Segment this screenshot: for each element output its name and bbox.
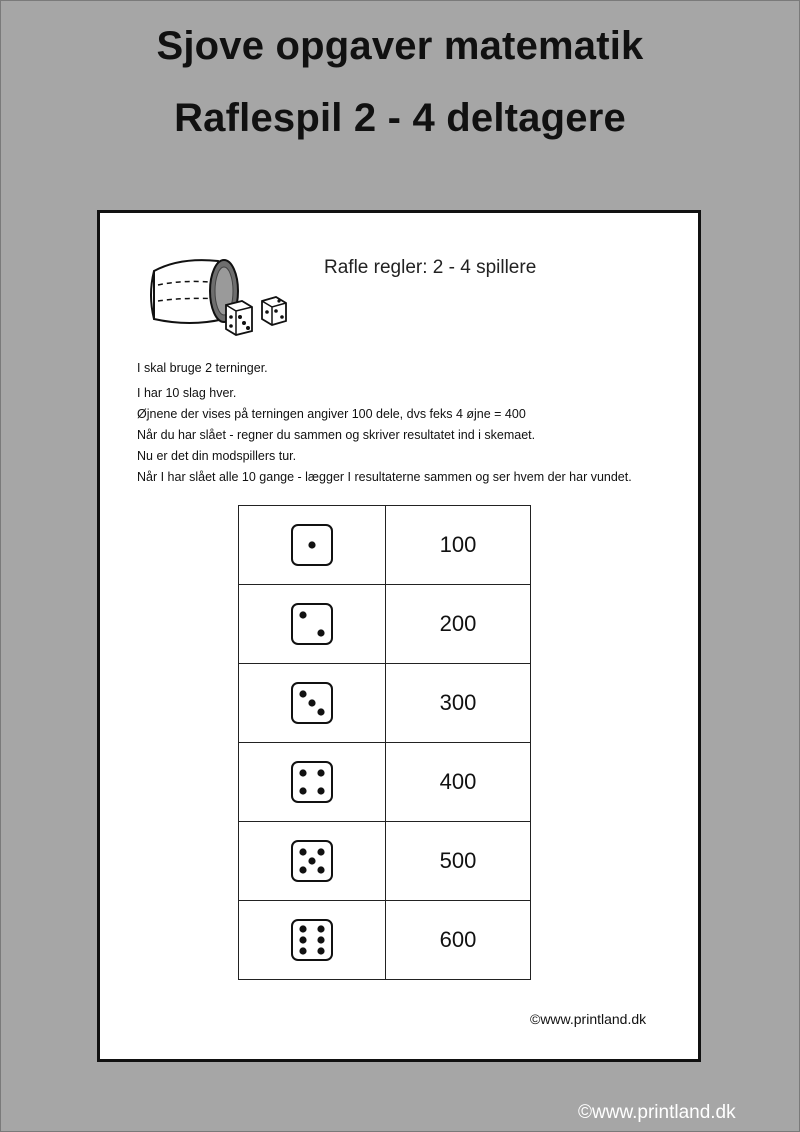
die-pip — [299, 769, 306, 776]
die-face-3-icon — [290, 681, 334, 725]
value-cell: 500 — [386, 822, 531, 901]
die-pip — [317, 708, 324, 715]
table-row — [239, 822, 531, 901]
die-pip — [299, 848, 306, 855]
die-3-icon — [226, 301, 252, 335]
value-cell: 200 — [386, 585, 531, 664]
rules-line: I har 10 slag hver. — [137, 386, 237, 400]
die-2-icon — [262, 297, 286, 325]
table-row — [239, 585, 531, 664]
dice-value-table — [238, 505, 531, 980]
die-face-1-icon — [290, 523, 334, 567]
page-copyright: ©www.printland.dk — [578, 1102, 736, 1123]
table-row — [239, 743, 531, 822]
page-subtitle: Raflespil 2 - 4 deltagere — [174, 96, 626, 140]
rules-line: I skal bruge 2 terninger. — [137, 361, 268, 375]
die-pip — [308, 857, 315, 864]
die-cell — [239, 585, 386, 664]
die-cell — [239, 901, 386, 980]
value-cell: 100 — [386, 506, 531, 585]
die-pip — [317, 769, 324, 776]
rules-line: Nu er det din modspillers tur. — [137, 449, 297, 463]
die-pip — [299, 611, 306, 618]
die-pip — [317, 936, 324, 943]
table-row — [239, 664, 531, 743]
die-outline — [292, 762, 332, 802]
die-pip — [308, 699, 315, 706]
die-pip — [317, 866, 324, 873]
sheet-copyright: ©www.printland.dk — [530, 1011, 647, 1027]
die-face-5-icon — [290, 839, 334, 883]
die-face-4-icon — [290, 760, 334, 804]
page-title: Sjove opgaver matematik — [156, 24, 644, 68]
die-face-2-icon — [290, 602, 334, 646]
die-cell — [239, 743, 386, 822]
die-pip — [299, 947, 306, 954]
rules-title: Rafle regler: 2 - 4 spillere — [324, 257, 537, 278]
die-pip — [317, 787, 324, 794]
worksheet — [97, 210, 701, 1062]
value-cell: 600 — [386, 901, 531, 980]
table-row — [239, 901, 531, 980]
die-cell — [239, 822, 386, 901]
rules-line: Øjnene der vises på terningen angiver 100 dele, dvs feks 4 øjne = 400 — [137, 407, 526, 421]
die-outline — [292, 604, 332, 644]
value-cell: 300 — [386, 664, 531, 743]
die-pip — [299, 925, 306, 932]
die-pip — [317, 925, 324, 932]
rules-line: Når I har slået alle 10 gange - lægger I resultaterne sammen og ser hvem der har vundet. — [137, 470, 632, 484]
value-cell: 400 — [386, 743, 531, 822]
die-pip — [299, 866, 306, 873]
die-pip — [317, 629, 324, 636]
die-pip — [317, 947, 324, 954]
die-cell — [239, 664, 386, 743]
die-cell — [239, 506, 386, 585]
table-row — [239, 506, 531, 585]
die-pip — [299, 936, 306, 943]
die-outline — [292, 920, 332, 960]
die-pip — [317, 848, 324, 855]
die-pip — [308, 541, 315, 548]
rules-line: Når du har slået - regner du sammen og skriver resultatet ind i skemaet. — [137, 428, 536, 442]
die-face-6-icon — [290, 918, 334, 962]
die-pip — [299, 787, 306, 794]
rules-text — [137, 358, 677, 488]
die-pip — [299, 690, 306, 697]
dice-cup-icon — [140, 249, 300, 349]
